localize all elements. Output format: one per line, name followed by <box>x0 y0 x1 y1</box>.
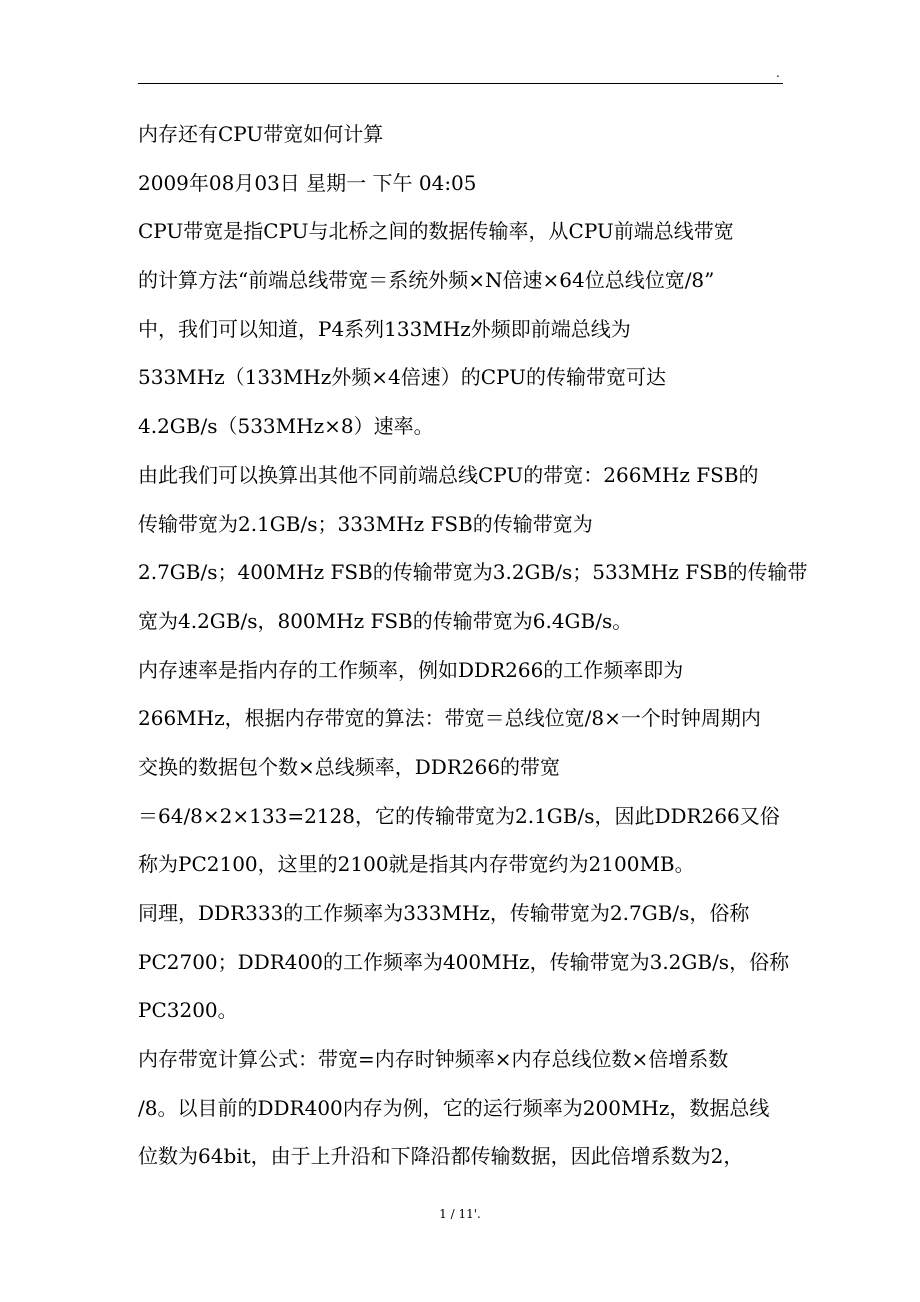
paragraph-line: 位数为64bit，由于上升沿和下降沿都传输数据，因此倍增系数为2， <box>138 1144 744 1169</box>
document-date: 2009年08月03日 星期一 下午 04:05 <box>138 170 477 195</box>
paragraph-line: PC2700；DDR400的工作频率为400MHz，传输带宽为3.2GB/s，俗称 <box>138 949 790 974</box>
document-title: 内存还有CPU带宽如何计算 <box>138 122 384 146</box>
paragraph-line: 的计算方法“前端总线带宽＝系统外频×N倍速×64位总线位宽/8” <box>138 268 715 293</box>
paragraph-line: 宽为4.2GB/s，800MHz FSB的传输带宽为6.4GB/s。 <box>138 608 633 633</box>
paragraph-line: 266MHz，根据内存带宽的算法：带宽＝总线位宽/8×一个时钟周期内 <box>138 706 761 731</box>
paragraph-line: 交换的数据包个数×总线频率，DDR266的带宽 <box>138 754 561 779</box>
paragraph-line: 同理，DDR333的工作频率为333MHz，传输带宽为2.7GB/s，俗称 <box>138 901 750 925</box>
paragraph-line: PC3200。 <box>138 998 238 1023</box>
document-body <box>138 122 808 1193</box>
paragraph-line: 4.2GB/s（533MHz×8）速率。 <box>138 414 434 439</box>
paragraph-line: /8。以目前的DDR400内存为例，它的运行频率为200MHz，数据总线 <box>138 1095 770 1120</box>
paragraph-line: 内存带宽计算公式：带宽=内存时钟频率×内存总线位数×倍增系数 <box>138 1047 729 1072</box>
paragraph-line: 533MHz（133MHz外频×4倍速）的CPU的传输带宽可达 <box>138 365 667 390</box>
header-rule <box>138 83 783 84</box>
paragraph-line: 内存速率是指内存的工作频率，例如DDR266的工作频率即为 <box>138 657 684 682</box>
paragraph-line: ＝64/8×2×133=2128，它的传输带宽为2.1GB/s，因此DDR266又俗 <box>138 803 780 828</box>
paragraph-line: 中，我们可以知道，P4系列133MHz外频即前端总线为 <box>138 316 631 341</box>
paragraph-line: 传输带宽为2.1GB/s；333MHz FSB的传输带宽为 <box>138 511 593 536</box>
paragraph-line: 2.7GB/s；400MHz FSB的传输带宽为3.2GB/s；533MHz FSB的传输带 <box>138 560 808 585</box>
paragraph-line: CPU带宽是指CPU与北桥之间的数据传输率，从CPU前端总线带宽 <box>138 219 734 244</box>
page-number: 1 / 11'. <box>439 1207 481 1221</box>
paragraph-line: 由此我们可以换算出其他不同前端总线CPU的带宽：266MHz FSB的 <box>138 462 759 487</box>
header-mark: . <box>776 66 780 80</box>
paragraph-line: 称为PC2100，这里的2100就是指其内存带宽约为2100MB。 <box>138 852 695 877</box>
